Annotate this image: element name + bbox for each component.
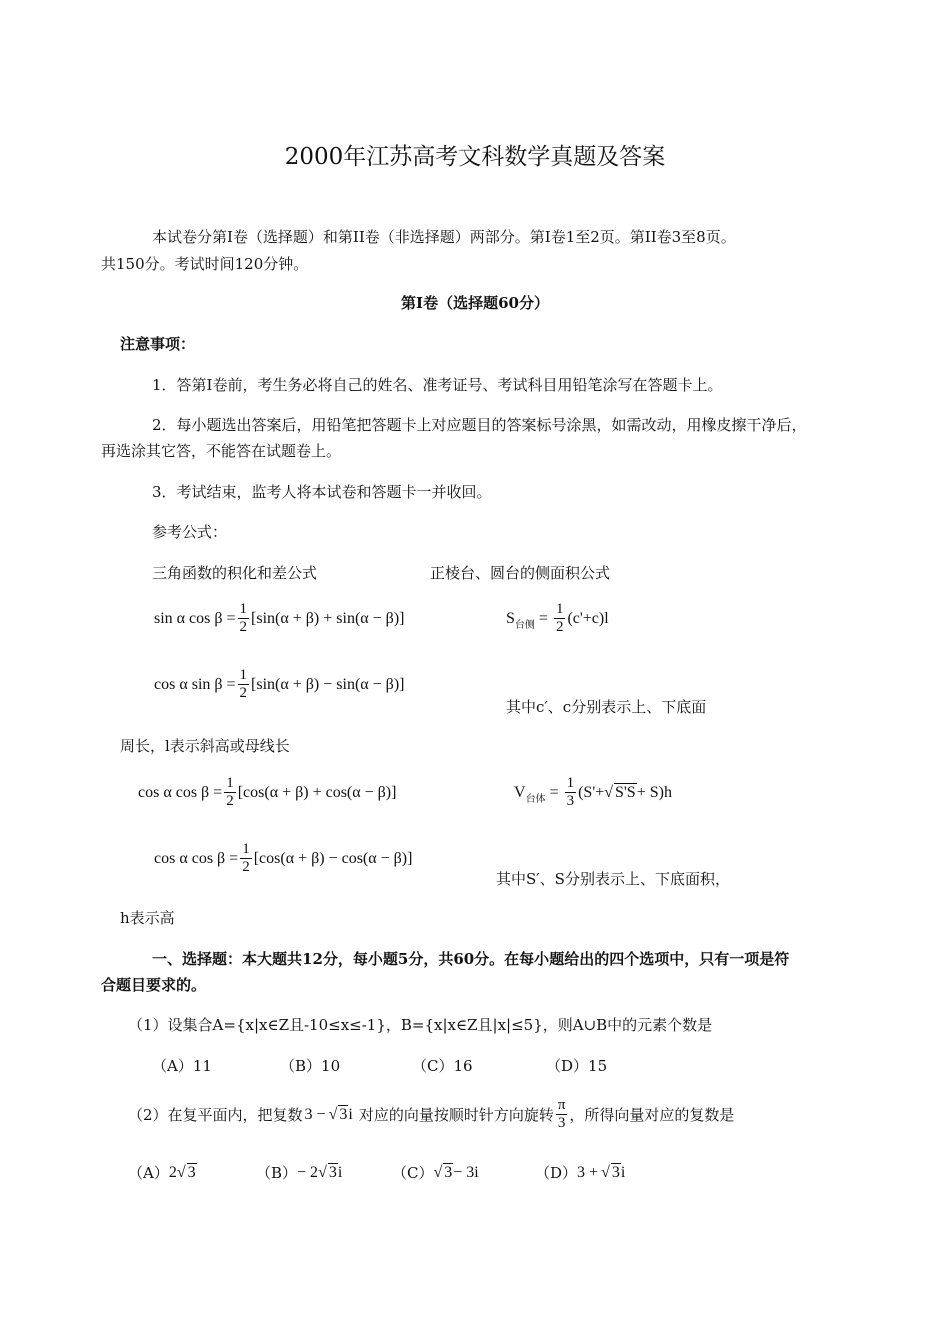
intro-line-1: 本试卷分第Ⅰ卷（选择题）和第II卷（非选择题）两部分。第Ⅰ卷1至2页。第II卷3至8页。 — [152, 228, 736, 246]
formula-cos-cos-sum — [138, 776, 396, 809]
q2-angle-fraction — [556, 1098, 568, 1131]
q2-complex-real: 3 − — [304, 1105, 326, 1123]
formula-rhs-open: (S'+ — [578, 783, 605, 801]
q2-option-c-label: （C） — [392, 1164, 434, 1182]
notice-item-2-line-2: 再选涂其它答，不能答在试题卷上。 — [101, 442, 342, 460]
formula-symbol: V — [514, 783, 526, 801]
part1-heading-line-2: 合题目要求的。 — [101, 976, 207, 994]
fraction-half — [224, 776, 236, 809]
q2-stem-part-1: （2）在复平面内，把复数 — [128, 1106, 303, 1124]
fraction-numerator: π — [557, 1097, 566, 1113]
intro-line-2: 共150分。考试时间120分钟。 — [101, 255, 309, 273]
radical-sign-icon: √ — [433, 1163, 443, 1181]
question-2-stem — [128, 1098, 734, 1131]
fraction-third — [565, 776, 577, 809]
q2-option-a[interactable] — [128, 1162, 197, 1183]
q2-option-d-radicand: 3 — [611, 1164, 620, 1181]
fraction-numerator: 1 — [566, 775, 575, 791]
q1-option-d[interactable]: （D）15 — [546, 1057, 608, 1075]
radical-sign-icon: √ — [318, 1163, 327, 1181]
q2-option-d-imag-unit: i — [620, 1163, 626, 1181]
radical-sign-icon: √ — [176, 1163, 186, 1181]
notice-heading: 注意事项： — [120, 335, 196, 353]
formula-subscript: 台侧 — [514, 620, 535, 631]
formula-rhs: [sin(α + β) − sin(α − β)] — [251, 675, 405, 693]
q2-option-d-value — [577, 1163, 625, 1182]
fraction-half — [554, 602, 566, 635]
formula-rhs: [cos(α + β) − cos(α − β)] — [253, 849, 413, 867]
formula-subscript: 台体 — [525, 794, 546, 805]
fraction-half — [240, 842, 252, 875]
radical-sign-icon: √ — [604, 783, 614, 801]
fraction-numerator: 1 — [239, 601, 248, 617]
trig-formulas-heading: 三角函数的积化和差公式 — [152, 564, 318, 582]
radical-sign-icon: √ — [328, 1105, 338, 1123]
q2-option-b[interactable] — [256, 1162, 342, 1183]
part1-heading-line-1: 一、选择题：本大题共12分，每小题5分，共60分。在每小题给出的四个选项中，只有一项是符 — [152, 950, 790, 968]
q2-option-b-radicand: 3 — [328, 1164, 337, 1181]
fraction-denominator: 3 — [566, 793, 575, 809]
formula-cos-sin — [154, 668, 404, 701]
notice-item-1: 1．答第Ⅰ卷前，考生务必将自己的姓名、准考证号、考试科目用铅笔涂写在答题卡上。 — [152, 376, 723, 394]
q2-option-c-value — [433, 1163, 478, 1182]
question-1-stem: （1）设集合A={x|x∈Z且-10≤x≤-1}，B={x|x∈Z且|x|≤5}，则A∪B中的元素个数是 — [128, 1016, 713, 1034]
formula-lateral-area: S 台侧 = $\frac{1}{2}$ (c'+c)l — [506, 601, 609, 635]
q2-complex-radicand: 3 — [339, 1106, 348, 1123]
volume-note-cont: h表示高 — [120, 909, 175, 927]
q2-complex-number — [305, 1105, 353, 1124]
fraction-numerator: 1 — [555, 601, 564, 617]
frustum-formulas-heading: 正棱台、圆台的侧面积公式 — [430, 564, 611, 582]
q1-option-b[interactable]: （B）10 — [280, 1057, 341, 1075]
lateral-area-note-cont: 周长，l表示斜高或母线长 — [120, 737, 290, 755]
q2-option-a-label: （A） — [128, 1164, 169, 1182]
q2-complex-imag-unit: i — [348, 1105, 353, 1123]
formula-lhs: cos α sin β = — [154, 675, 236, 693]
formula-lhs: sin α cos β = — [154, 609, 236, 627]
fraction-denominator: 2 — [242, 859, 250, 875]
formula-cos-cos-diff — [154, 842, 412, 875]
fraction-numerator: 1 — [242, 841, 250, 857]
fraction-half — [238, 602, 250, 635]
fraction-denominator: 2 — [226, 793, 234, 809]
q2-stem-part-2: 对应的向量按顺时针方向旋转 — [358, 1106, 554, 1124]
fraction-half — [238, 668, 250, 701]
q2-option-a-coef: 2 — [168, 1163, 177, 1181]
q1-option-a[interactable]: （A）11 — [152, 1057, 212, 1075]
q2-option-d-label: （D） — [535, 1164, 578, 1182]
fraction-denominator: 2 — [239, 685, 248, 701]
fraction-numerator: 1 — [239, 667, 248, 683]
formula-rhs-close: + S)h — [636, 783, 672, 801]
formula-rhs: (c'+c)l — [567, 609, 609, 627]
formula-volume: V 台体 = $\frac{1}{3}$ (S'+ √ S'S + S)h — [514, 775, 672, 809]
formula-lhs: cos α cos β = — [154, 849, 239, 867]
q2-option-c-rest: − 3i — [453, 1163, 479, 1181]
notice-item-2-line-1: 2．每小题选出答案后，用铅笔把答题卡上对应题目的答案标号涂黑，如需改动，用橡皮擦干净后， — [152, 416, 807, 434]
section-heading: 第Ⅰ卷（选择题60分） — [401, 294, 549, 312]
volume-note: 其中S′、S分别表示上、下底面积， — [496, 870, 730, 888]
formula-sin-cos — [154, 602, 404, 635]
q2-option-a-value — [169, 1163, 197, 1182]
formula-symbol: S — [506, 609, 515, 627]
formula-radicand: S'S — [615, 784, 636, 801]
q2-option-b-label: （B） — [256, 1164, 298, 1182]
q2-option-d-coef: 3 + — [577, 1163, 599, 1181]
q1-option-c[interactable]: （C）16 — [412, 1057, 473, 1075]
q2-option-b-coef: − 2 — [297, 1163, 319, 1181]
q2-option-c-radicand: 3 — [444, 1164, 453, 1181]
formula-rhs: [sin(α + β) + sin(α − β)] — [251, 609, 405, 627]
q2-option-d[interactable] — [535, 1162, 625, 1183]
q2-option-c[interactable] — [392, 1162, 479, 1183]
notice-item-3: 3．考试结束，监考人将本试卷和答题卡一并收回。 — [152, 483, 492, 501]
fraction-denominator: 2 — [239, 619, 248, 635]
q2-option-b-imag-unit: i — [337, 1163, 343, 1181]
q2-option-b-value — [297, 1163, 342, 1182]
page-title: 2000年江苏高考文科数学真题及答案 — [284, 144, 666, 170]
formula-lhs: cos α cos β = — [138, 783, 223, 801]
radical-sign-icon: √ — [601, 1163, 610, 1181]
formula-rhs: [cos(α + β) + cos(α − β)] — [237, 783, 397, 801]
fraction-denominator: 2 — [555, 619, 564, 635]
q2-stem-part-3: ，所得向量对应的复数是 — [569, 1106, 735, 1124]
q2-option-a-radicand: 3 — [187, 1164, 196, 1181]
lateral-area-note: 其中c′、c分别表示上、下底面 — [506, 698, 707, 716]
fraction-denominator: 3 — [557, 1115, 566, 1131]
formulas-heading: 参考公式： — [152, 523, 228, 541]
fraction-numerator: 1 — [226, 775, 234, 791]
